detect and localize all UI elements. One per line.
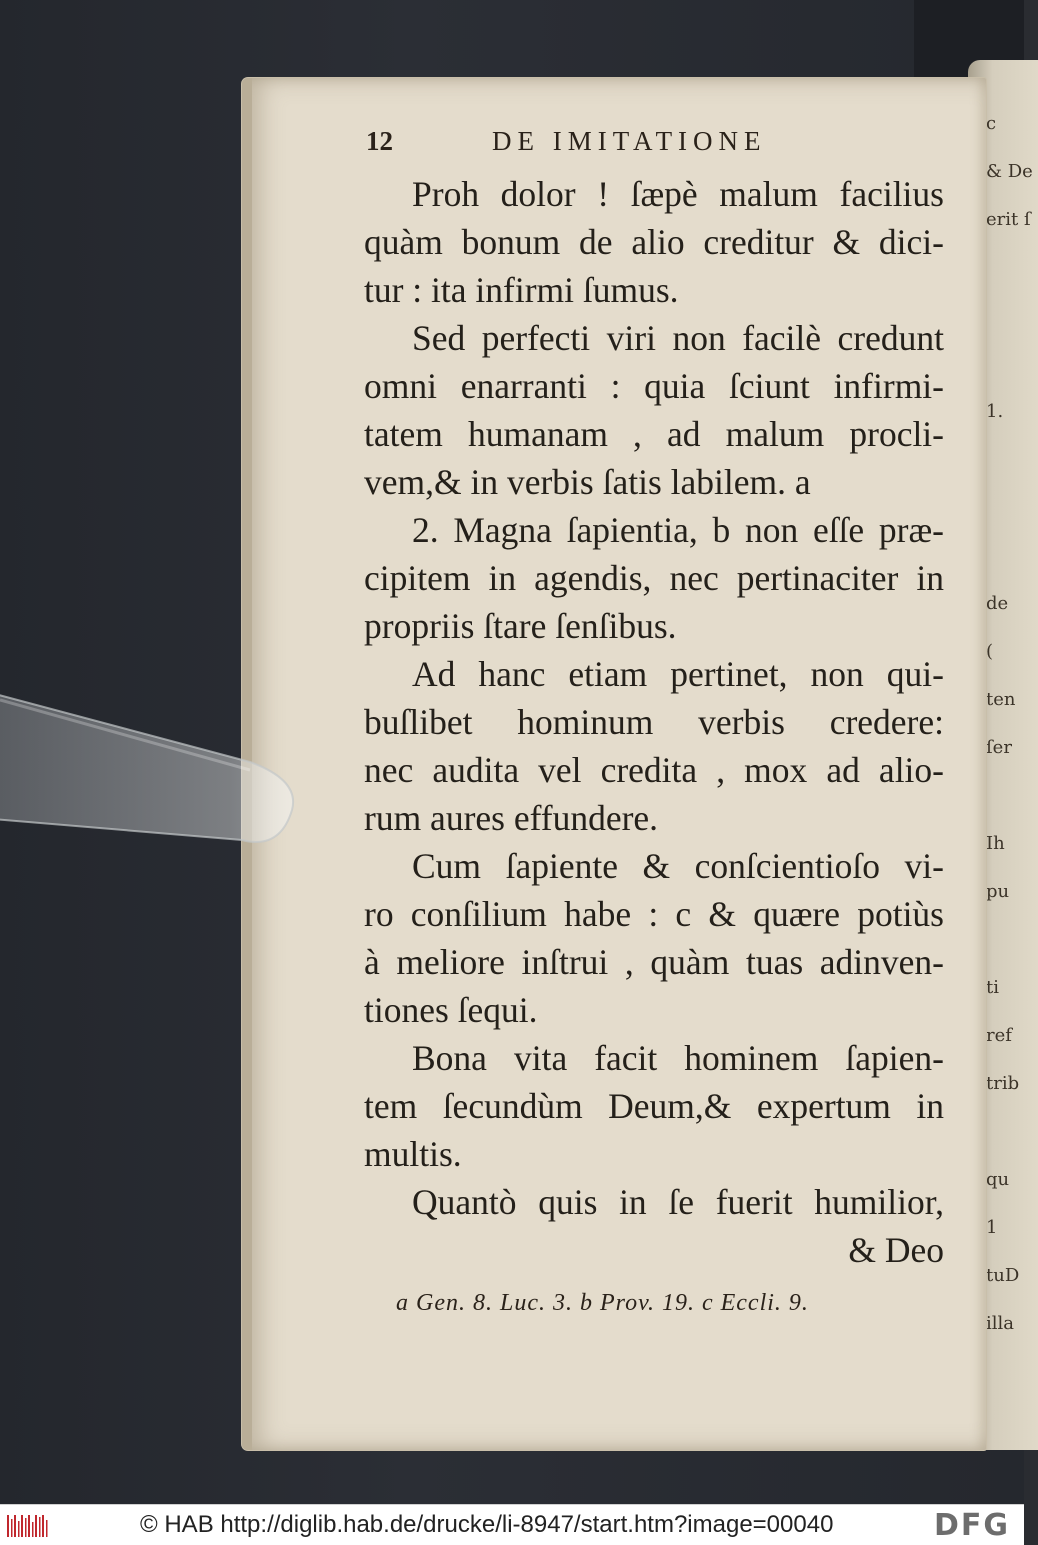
next-page-fragment xyxy=(986,772,1026,820)
text-line: nec audita vel credita , mox ad alio- xyxy=(364,750,944,790)
catchword: & Deo xyxy=(848,1230,944,1270)
text-line: Cum ſapiente & conſcientioſo vi- xyxy=(412,846,944,886)
next-page-fragment: erit ſ xyxy=(986,209,1031,230)
text-line: quàm bonum de alio creditur & dici- xyxy=(364,222,944,262)
footnotes: a Gen. 8. Luc. 3. b Prov. 19. c Eccli. 9. xyxy=(396,1290,809,1316)
next-page-fragment: & De xyxy=(986,161,1033,182)
next-page-fragment: ti xyxy=(986,977,999,998)
copyright-link[interactable]: © HAB http://diglib.hab.de/drucke/li-8947/start.htm?image=00040 xyxy=(140,1511,834,1538)
page-body-text xyxy=(364,170,944,1274)
next-page-fragment xyxy=(986,436,1026,484)
dfg-logo: DFG xyxy=(934,1508,1011,1543)
text-line: multis. xyxy=(364,1134,462,1174)
next-page-fragment: pu xyxy=(986,881,1010,902)
text-line: buſlibet hominum verbis credere: xyxy=(364,702,944,742)
text-line: omni enarranti : quia ſciunt infirmi- xyxy=(364,366,944,406)
next-page-fragment: de xyxy=(986,593,1009,614)
next-page-fragment: ſer xyxy=(986,737,1012,758)
text-line: Sed perfecti viri non facilè credunt xyxy=(412,318,944,358)
text-line: tatem humanam , ad malum procli- xyxy=(364,414,944,454)
next-page-fragment: trib xyxy=(986,1073,1020,1094)
text-line: 2. Magna ſapientia, b non eſſe præ- xyxy=(412,510,944,550)
text-line: ro conſilium habe : c & quære potiùs xyxy=(364,894,944,934)
text-line: Ad hanc etiam pertinet, non qui- xyxy=(412,654,944,694)
next-page-fragment xyxy=(986,916,1026,964)
text-line: Bona vita facit hominem ſapien- xyxy=(412,1038,944,1078)
text-line: à meliore inſtrui , quàm tuas adinven- xyxy=(364,942,944,982)
text-line: tiones ſequi. xyxy=(364,990,538,1030)
next-page-fragment xyxy=(986,1108,1026,1156)
next-page-fragment: ten xyxy=(986,689,1016,710)
next-page-fragment xyxy=(986,532,1026,580)
running-head xyxy=(366,126,926,166)
next-page-fragment: 1. xyxy=(986,401,1004,422)
next-page-text xyxy=(986,100,1033,1400)
page-number: 12 xyxy=(366,126,393,156)
next-page-fragment: qu xyxy=(986,1169,1010,1190)
next-page-fragment xyxy=(986,484,1026,532)
text-line: Proh dolor ! ſæpè malum facilius xyxy=(412,174,944,214)
next-page-fragment: illa xyxy=(986,1313,1015,1334)
text-line: cipitem in agendis, nec pertinaciter in xyxy=(364,558,944,598)
next-page-fragment: tuD xyxy=(986,1265,1020,1286)
next-page-fragment: Ih xyxy=(986,833,1005,854)
text-line: rum aures effundere. xyxy=(364,798,659,838)
next-page-fragment: c xyxy=(986,113,997,134)
next-page-fragment xyxy=(986,292,1026,340)
text-line: tur : ita infirmi ſumus. xyxy=(364,270,679,310)
text-line: Quantò quis in ſe fuerit humilior, xyxy=(412,1182,944,1222)
text-line: tem ſecundùm Deum,& expertum in xyxy=(364,1086,944,1126)
next-page-fragment xyxy=(986,244,1026,292)
footer-bar xyxy=(0,1504,1024,1545)
next-page-fragment: 1 xyxy=(986,1217,998,1238)
page-holder-clip xyxy=(0,690,300,850)
next-page-fragment: ( xyxy=(986,641,994,662)
text-line: propriis ſtare ſenſibus. xyxy=(364,606,677,646)
text-line: vem,& in verbis ſatis labilem. a xyxy=(364,462,811,502)
next-page-fragment: ref xyxy=(986,1025,1012,1046)
barcode-icon xyxy=(6,1513,48,1539)
next-page-fragment xyxy=(986,340,1026,388)
running-head-title: DE IMITATIONE xyxy=(492,126,767,156)
